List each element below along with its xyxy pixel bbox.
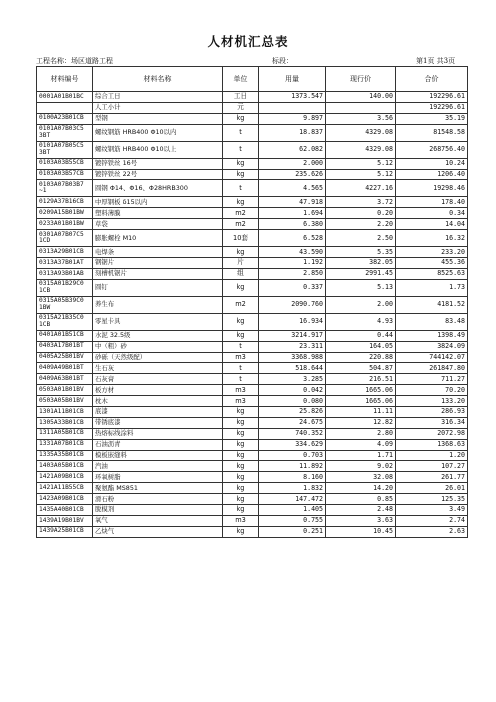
cell-total-price: 16.32 <box>396 230 468 247</box>
cell-material-name: 环氧树脂 <box>93 472 223 483</box>
cell-material-name: 带锈底漆 <box>93 417 223 428</box>
cell-unit: kg <box>223 505 259 516</box>
cell-unit: t <box>223 363 259 374</box>
cell-unit: kg <box>223 472 259 483</box>
cell-total-price: 286.93 <box>396 407 468 418</box>
cell-current-price: 4.93 <box>326 313 396 330</box>
cell-total-price: 2.74 <box>396 515 468 526</box>
cell-material-name: 圆钢 Φ14、Φ16、Φ28HRB300 <box>93 180 223 197</box>
cell-quantity: 1.405 <box>259 505 326 516</box>
cell-total-price: 83.48 <box>396 313 468 330</box>
cell-unit: m3 <box>223 396 259 407</box>
table-row <box>37 461 468 472</box>
cell-material-code: 0409A63B01BT <box>37 374 93 385</box>
cell-material-code: 1311A05B01CB <box>37 428 93 439</box>
cell-material-code: 0403A17B01BT <box>37 341 93 352</box>
cell-material-code: 0129A37B16CB <box>37 197 93 208</box>
cell-total-price: 2072.98 <box>396 428 468 439</box>
cell-quantity: 1373.547 <box>259 92 326 103</box>
cell-material-code: 0313A29B01CB <box>37 247 93 258</box>
cell-current-price: 5.12 <box>326 158 396 169</box>
cell-material-code: 1439A25B01CB <box>37 526 93 537</box>
cell-unit: m3 <box>223 515 259 526</box>
cell-material-code: 1301A11B01CB <box>37 407 93 418</box>
cell-current-price <box>326 102 396 113</box>
cell-unit: kg <box>223 461 259 472</box>
cell-unit: 组 <box>223 268 259 279</box>
cell-unit: kg <box>223 279 259 296</box>
cell-total-price: 1.20 <box>396 450 468 461</box>
cell-quantity: 4.565 <box>259 180 326 197</box>
cell-current-price: 140.00 <box>326 92 396 103</box>
cell-material-code: 0101A07B03C5 3BT <box>37 124 93 141</box>
cell-quantity: 62.082 <box>259 141 326 158</box>
cell-material-code: 0503A05B01BV <box>37 396 93 407</box>
cell-current-price: 4329.08 <box>326 124 396 141</box>
cell-material-name: 塑料薄膜 <box>93 208 223 219</box>
cell-total-price: 1398.49 <box>396 330 468 341</box>
cell-material-name: 聚氨酯 MS851 <box>93 483 223 494</box>
cell-total-price: 4181.52 <box>396 296 468 313</box>
cell-material-name: 氧气 <box>93 515 223 526</box>
cell-current-price: 3.72 <box>326 197 396 208</box>
cell-quantity: 2.850 <box>259 268 326 279</box>
table-row <box>37 439 468 450</box>
cell-quantity: 0.755 <box>259 515 326 526</box>
cell-material-code: 1403A05B01CB <box>37 461 93 472</box>
cell-material-name: 草袋 <box>93 219 223 230</box>
cell-quantity: 2090.760 <box>259 296 326 313</box>
table-row <box>37 385 468 396</box>
project-name: 工程名称：场区道路工程 <box>36 57 113 65</box>
cell-material-name: 汽油 <box>93 461 223 472</box>
cell-quantity: 11.892 <box>259 461 326 472</box>
table-row <box>37 279 468 296</box>
cell-current-price: 1665.06 <box>326 385 396 396</box>
table-row <box>37 483 468 494</box>
table-row <box>37 247 468 258</box>
table-row <box>37 158 468 169</box>
cell-unit: m3 <box>223 352 259 363</box>
cell-current-price: 0.85 <box>326 494 396 505</box>
cell-material-name: 钢锯片 <box>93 258 223 269</box>
cell-quantity: 6.528 <box>259 230 326 247</box>
table-row <box>37 472 468 483</box>
cell-unit: t <box>223 124 259 141</box>
cell-current-price: 2991.45 <box>326 268 396 279</box>
section-label: 标段： <box>272 57 293 65</box>
table-row <box>37 313 468 330</box>
cell-material-code: 0103A03B57CB <box>37 169 93 180</box>
column-header-price: 现行价 <box>326 67 396 92</box>
cell-quantity: 740.352 <box>259 428 326 439</box>
cell-current-price: 1.71 <box>326 450 396 461</box>
cell-unit: t <box>223 180 259 197</box>
cell-total-price: 19298.46 <box>396 180 468 197</box>
cell-material-code: 0405A25B01BV <box>37 352 93 363</box>
cell-material-code: 0503A01B01BV <box>37 385 93 396</box>
cell-current-price: 5.12 <box>326 169 396 180</box>
column-header-code: 材料编号 <box>37 67 93 92</box>
cell-material-name: 滑石粉 <box>93 494 223 505</box>
table-row <box>37 407 468 418</box>
cell-material-name: 生石灰 <box>93 363 223 374</box>
cell-current-price: 220.88 <box>326 352 396 363</box>
cell-material-name: 膨胀螺栓 M10 <box>93 230 223 247</box>
cell-total-price: 1368.63 <box>396 439 468 450</box>
cell-unit: 工日 <box>223 92 259 103</box>
column-header-total: 合价 <box>396 67 468 92</box>
cell-unit: kg <box>223 494 259 505</box>
cell-unit: kg <box>223 247 259 258</box>
cell-material-name: 中厚钢板 δ15以内 <box>93 197 223 208</box>
cell-material-name: 枕木 <box>93 396 223 407</box>
cell-material-code: 0409A49B01BT <box>37 363 93 374</box>
cell-unit: t <box>223 374 259 385</box>
cell-material-code: 0313A37B01AT <box>37 258 93 269</box>
cell-unit: 10套 <box>223 230 259 247</box>
cell-total-price: 8525.63 <box>396 268 468 279</box>
cell-quantity: 3214.917 <box>259 330 326 341</box>
cell-material-name: 镀锌铁丝 16号 <box>93 158 223 169</box>
cell-total-price: 744142.07 <box>396 352 468 363</box>
cell-current-price: 216.51 <box>326 374 396 385</box>
cell-current-price: 4.09 <box>326 439 396 450</box>
cell-material-name: 乙炔气 <box>93 526 223 537</box>
cell-total-price: 70.20 <box>396 385 468 396</box>
cell-material-code: 0315A05B39C0 1BW <box>37 296 93 313</box>
cell-unit: t <box>223 341 259 352</box>
cell-total-price: 10.24 <box>396 158 468 169</box>
table-row <box>37 352 468 363</box>
cell-quantity: 0.703 <box>259 450 326 461</box>
cell-quantity: 0.080 <box>259 396 326 407</box>
cell-unit: 片 <box>223 258 259 269</box>
cell-total-price: 26.01 <box>396 483 468 494</box>
cell-material-name: 综合工日 <box>93 92 223 103</box>
table-body <box>37 92 468 538</box>
cell-current-price: 2.50 <box>326 230 396 247</box>
table-row <box>37 92 468 103</box>
table-row <box>37 374 468 385</box>
cell-total-price: 455.36 <box>396 258 468 269</box>
cell-material-code: 0100A23B01CB <box>37 113 93 124</box>
cell-unit: kg <box>223 330 259 341</box>
cell-current-price: 164.05 <box>326 341 396 352</box>
column-header-name: 材料名称 <box>93 67 223 92</box>
cell-material-name: 刻槽机锯片 <box>93 268 223 279</box>
cell-current-price: 5.13 <box>326 279 396 296</box>
column-header-unit: 单位 <box>223 67 259 92</box>
table-row <box>37 219 468 230</box>
cell-total-price: 711.27 <box>396 374 468 385</box>
cell-unit: kg <box>223 428 259 439</box>
table-row <box>37 258 468 269</box>
table-row <box>37 515 468 526</box>
cell-total-price: 0.34 <box>396 208 468 219</box>
cell-quantity: 147.472 <box>259 494 326 505</box>
cell-quantity: 47.918 <box>259 197 326 208</box>
column-header-quantity: 用量 <box>259 67 326 92</box>
cell-current-price: 0.20 <box>326 208 396 219</box>
cell-unit: kg <box>223 526 259 537</box>
cell-total-price: 233.20 <box>396 247 468 258</box>
cell-current-price: 14.20 <box>326 483 396 494</box>
cell-total-price: 133.20 <box>396 396 468 407</box>
cell-material-name: 脱模剂 <box>93 505 223 516</box>
cell-total-price: 35.19 <box>396 113 468 124</box>
cell-total-price: 192296.61 <box>396 92 468 103</box>
cell-material-name: 圆钉 <box>93 279 223 296</box>
cell-material-code: 1439A19B01BV <box>37 515 93 526</box>
cell-current-price: 9.02 <box>326 461 396 472</box>
cell-material-name: 镀锌铁丝 22号 <box>93 169 223 180</box>
cell-total-price: 316.34 <box>396 417 468 428</box>
cell-total-price: 14.04 <box>396 219 468 230</box>
cell-material-name: 底漆 <box>93 407 223 418</box>
cell-total-price: 2.63 <box>396 526 468 537</box>
table-row <box>37 268 468 279</box>
cell-quantity: 18.837 <box>259 124 326 141</box>
cell-material-name: 石油沥青 <box>93 439 223 450</box>
cell-unit: kg <box>223 158 259 169</box>
page-indicator: 第1页 共3页 <box>416 57 456 65</box>
table-row <box>37 330 468 341</box>
cell-unit: kg <box>223 417 259 428</box>
cell-material-code: 1331A07B01CB <box>37 439 93 450</box>
cell-current-price: 32.08 <box>326 472 396 483</box>
table-row <box>37 363 468 374</box>
cell-total-price: 81548.58 <box>396 124 468 141</box>
cell-unit: m2 <box>223 219 259 230</box>
cell-material-name: 螺纹钢筋 HRB400 Φ10以上 <box>93 141 223 158</box>
cell-current-price: 0.44 <box>326 330 396 341</box>
cell-quantity: 3.285 <box>259 374 326 385</box>
cell-unit: t <box>223 141 259 158</box>
table-row <box>37 208 468 219</box>
table-row <box>37 505 468 516</box>
cell-total-price: 261847.80 <box>396 363 468 374</box>
cell-quantity: 24.675 <box>259 417 326 428</box>
cell-unit: kg <box>223 313 259 330</box>
cell-total-price: 3.49 <box>396 505 468 516</box>
cell-quantity: 1.832 <box>259 483 326 494</box>
cell-material-code: 0315A01B29C0 1CB <box>37 279 93 296</box>
cell-material-name: 零星卡具 <box>93 313 223 330</box>
cell-total-price: 107.27 <box>396 461 468 472</box>
cell-total-price: 3824.09 <box>396 341 468 352</box>
cell-material-code: 1305A33B01CB <box>37 417 93 428</box>
cell-current-price: 2.80 <box>326 428 396 439</box>
materials-summary-table <box>36 66 468 538</box>
cell-unit: kg <box>223 169 259 180</box>
cell-unit: kg <box>223 439 259 450</box>
cell-current-price: 12.82 <box>326 417 396 428</box>
cell-total-price: 178.40 <box>396 197 468 208</box>
cell-quantity: 0.337 <box>259 279 326 296</box>
cell-material-name: 养生布 <box>93 296 223 313</box>
cell-current-price: 4329.08 <box>326 141 396 158</box>
cell-material-code: 1421A09B01CB <box>37 472 93 483</box>
cell-quantity: 25.826 <box>259 407 326 418</box>
table-row <box>37 169 468 180</box>
cell-unit: m2 <box>223 208 259 219</box>
cell-material-code: 1435A40B01CB <box>37 505 93 516</box>
cell-quantity: 9.897 <box>259 113 326 124</box>
cell-material-name: 模板嵌缝料 <box>93 450 223 461</box>
cell-quantity: 0.042 <box>259 385 326 396</box>
cell-material-code: 1421A11B55CB <box>37 483 93 494</box>
cell-material-name: 砂砾（天然级配） <box>93 352 223 363</box>
cell-material-name: 板方材 <box>93 385 223 396</box>
cell-material-code <box>37 102 93 113</box>
table-row <box>37 450 468 461</box>
cell-material-name: 型钢 <box>93 113 223 124</box>
cell-quantity: 2.000 <box>259 158 326 169</box>
cell-quantity: 43.590 <box>259 247 326 258</box>
table-row <box>37 396 468 407</box>
cell-unit: kg <box>223 407 259 418</box>
cell-current-price: 2.20 <box>326 219 396 230</box>
cell-material-code: 0103A03B55CB <box>37 158 93 169</box>
cell-unit: kg <box>223 197 259 208</box>
cell-quantity: 6.380 <box>259 219 326 230</box>
cell-current-price: 3.56 <box>326 113 396 124</box>
table-header-row <box>37 67 468 92</box>
cell-quantity: 518.644 <box>259 363 326 374</box>
cell-quantity: 0.251 <box>259 526 326 537</box>
table-row <box>37 197 468 208</box>
cell-material-code: 0401A01B51CB <box>37 330 93 341</box>
cell-quantity: 3368.988 <box>259 352 326 363</box>
cell-material-code: 0101A07B05C5 3BT <box>37 141 93 158</box>
cell-material-name: 螺纹钢筋 HRB400 Φ10以内 <box>93 124 223 141</box>
table-row <box>37 141 468 158</box>
cell-material-code: 0209A15B01BW <box>37 208 93 219</box>
cell-total-price: 192296.61 <box>396 102 468 113</box>
cell-unit: kg <box>223 113 259 124</box>
cell-material-name: 水泥 32.5级 <box>93 330 223 341</box>
cell-material-code: 0301A07B07C5 1CD <box>37 230 93 247</box>
cell-current-price: 1665.06 <box>326 396 396 407</box>
cell-current-price: 4227.16 <box>326 180 396 197</box>
cell-quantity: 235.626 <box>259 169 326 180</box>
cell-quantity: 1.192 <box>259 258 326 269</box>
cell-current-price: 5.35 <box>326 247 396 258</box>
cell-current-price: 11.11 <box>326 407 396 418</box>
cell-material-code: 1335A35B01CB <box>37 450 93 461</box>
cell-material-code: 0233A01B01BW <box>37 219 93 230</box>
cell-current-price: 10.45 <box>326 526 396 537</box>
cell-material-name: 热熔标线涂料 <box>93 428 223 439</box>
cell-material-code: 0315A21B35C0 1CB <box>37 313 93 330</box>
table-row <box>37 494 468 505</box>
cell-material-code: 0313A93B01AB <box>37 268 93 279</box>
table-row <box>37 124 468 141</box>
cell-unit: m3 <box>223 385 259 396</box>
table-row <box>37 417 468 428</box>
cell-current-price: 2.00 <box>326 296 396 313</box>
cell-current-price: 504.87 <box>326 363 396 374</box>
cell-quantity: 16.934 <box>259 313 326 330</box>
cell-current-price: 382.05 <box>326 258 396 269</box>
cell-material-name: 人工小计 <box>93 102 223 113</box>
cell-unit: m2 <box>223 296 259 313</box>
table-row <box>37 296 468 313</box>
cell-quantity: 8.160 <box>259 472 326 483</box>
cell-material-name: 电焊条 <box>93 247 223 258</box>
cell-material-name: 中（粗）砂 <box>93 341 223 352</box>
cell-current-price: 2.48 <box>326 505 396 516</box>
cell-material-code: 0001A01B01BC <box>37 92 93 103</box>
cell-total-price: 268756.40 <box>396 141 468 158</box>
cell-total-price: 125.35 <box>396 494 468 505</box>
cell-current-price: 3.63 <box>326 515 396 526</box>
table-row <box>37 113 468 124</box>
table-row <box>37 180 468 197</box>
cell-quantity <box>259 102 326 113</box>
cell-total-price: 261.77 <box>396 472 468 483</box>
table-row <box>37 428 468 439</box>
cell-total-price: 1206.40 <box>396 169 468 180</box>
cell-material-name: 石灰膏 <box>93 374 223 385</box>
table-row <box>37 526 468 537</box>
cell-material-code: 0103A07B03B7 ~1 <box>37 180 93 197</box>
cell-total-price: 1.73 <box>396 279 468 296</box>
cell-unit: 元 <box>223 102 259 113</box>
table-row <box>37 230 468 247</box>
cell-unit: kg <box>223 450 259 461</box>
cell-unit: kg <box>223 483 259 494</box>
cell-quantity: 23.311 <box>259 341 326 352</box>
cell-material-code: 1423A09B01CB <box>37 494 93 505</box>
table-row <box>37 102 468 113</box>
cell-quantity: 1.694 <box>259 208 326 219</box>
cell-quantity: 334.629 <box>259 439 326 450</box>
report-title: 人材机汇总表 <box>207 34 289 49</box>
table-row <box>37 341 468 352</box>
